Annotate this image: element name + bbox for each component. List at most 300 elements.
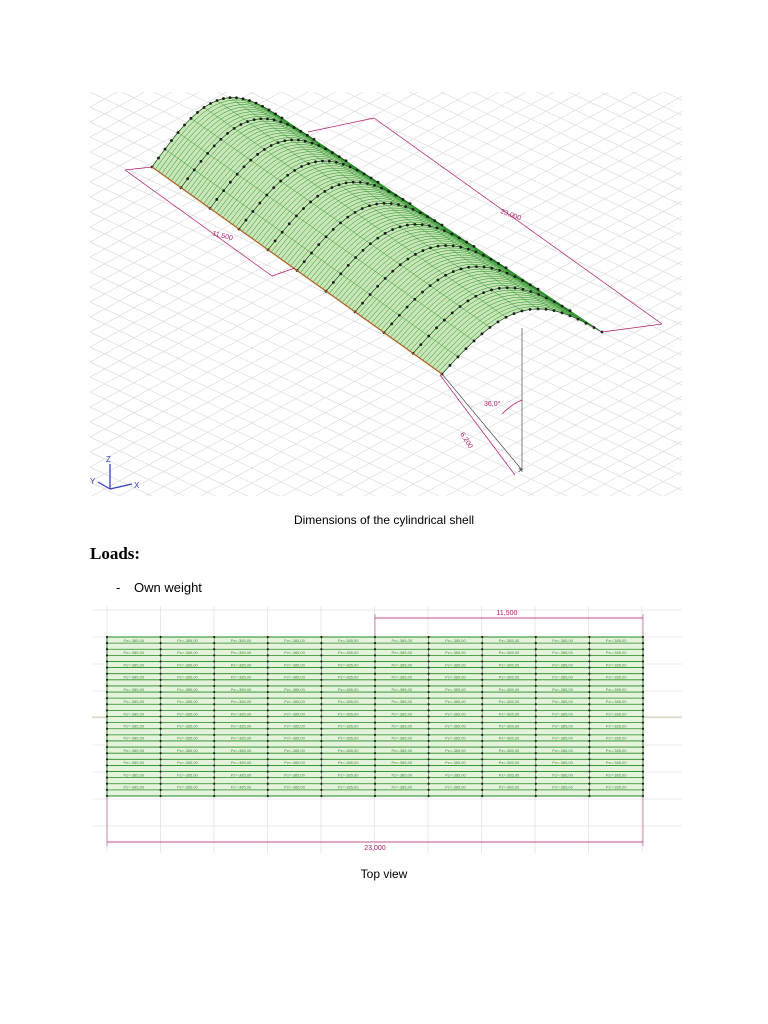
- bullet-marker: -: [116, 580, 121, 595]
- shell-node: [265, 194, 268, 197]
- load-label: Pz=-385,00: [391, 637, 413, 643]
- plan-node: [213, 654, 215, 656]
- shell-node: [399, 225, 402, 228]
- load-label: Pz=-385,00: [230, 747, 252, 753]
- plan-node: [320, 728, 322, 730]
- shell-node: [498, 287, 501, 290]
- shell-node: [253, 118, 256, 121]
- shell-node: [428, 224, 431, 227]
- dim-rise-label: 6,200: [458, 431, 474, 450]
- load-label: Pz=-385,00: [230, 699, 252, 705]
- shell-node: [413, 223, 416, 226]
- shell-node: [170, 139, 173, 142]
- plan-node: [535, 673, 537, 675]
- load-label: Pz=-385,00: [445, 650, 466, 656]
- plan-node: [374, 777, 376, 779]
- plan-node: [160, 740, 162, 742]
- plan-node: [267, 746, 269, 748]
- load-label: Pz=-385,00: [337, 784, 359, 790]
- load-label: Pz=-385,00: [284, 637, 305, 643]
- load-label: Pz=-385,00: [552, 662, 573, 668]
- plan-node: [481, 789, 483, 791]
- plan-node: [374, 648, 376, 650]
- shell-node: [345, 182, 348, 185]
- plan-node: [213, 697, 215, 699]
- plan-node: [106, 758, 108, 760]
- shell-node: [414, 253, 417, 256]
- load-label: Pz=-385,00: [498, 650, 520, 656]
- load-label: Pz=-385,00: [445, 723, 466, 729]
- plan-node: [428, 660, 430, 662]
- plan-node: [320, 789, 322, 791]
- load-label: Pz=-385,00: [123, 747, 145, 753]
- plan-node: [320, 752, 322, 754]
- plan-node: [374, 715, 376, 717]
- plan-node: [428, 685, 430, 687]
- plan-node: [320, 734, 322, 736]
- load-label: Pz=-385,00: [605, 772, 627, 778]
- shell-node: [246, 120, 249, 123]
- plan-node: [213, 722, 215, 724]
- plan-node: [160, 758, 162, 760]
- shell-node: [561, 305, 564, 308]
- load-label: Pz=-385,00: [177, 686, 198, 692]
- load-label: Pz=-385,00: [230, 650, 252, 656]
- plan-node: [428, 642, 430, 644]
- plan-node: [160, 752, 162, 754]
- load-label: Pz=-385,00: [391, 650, 413, 656]
- load-label: Pz=-385,00: [552, 784, 573, 790]
- shell-node: [236, 173, 239, 176]
- plan-node: [267, 770, 269, 772]
- shell-node: [475, 265, 478, 268]
- shell-node: [248, 99, 251, 102]
- plan-node: [267, 691, 269, 693]
- plan-node: [642, 691, 644, 693]
- load-label: Pz=-385,00: [498, 711, 520, 717]
- plan-node: [106, 715, 108, 717]
- plan-node: [588, 691, 590, 693]
- plan-node: [428, 795, 430, 797]
- shell-node: [394, 194, 397, 197]
- shell-node: [482, 291, 485, 294]
- shell-node: [216, 99, 219, 102]
- shell-node: [203, 106, 206, 109]
- shell-node: [193, 168, 196, 171]
- load-label: Pz=-385,00: [230, 686, 252, 692]
- plan-node: [588, 715, 590, 717]
- plan-node: [481, 679, 483, 681]
- load-label: Pz=-385,00: [230, 760, 252, 766]
- plan-node: [428, 673, 430, 675]
- shell-node: [352, 181, 355, 184]
- plan-node: [320, 709, 322, 711]
- load-label: Pz=-385,00: [123, 674, 145, 680]
- plan-node: [588, 740, 590, 742]
- shell-node: [429, 284, 432, 287]
- load-label: Pz=-385,00: [123, 686, 145, 692]
- shell-node: [361, 302, 364, 305]
- shell-node: [545, 308, 548, 311]
- plan-node: [535, 746, 537, 748]
- plan-node: [535, 734, 537, 736]
- load-label: Pz=-385,00: [337, 723, 359, 729]
- shell-node: [325, 235, 328, 238]
- shell-node: [537, 288, 540, 291]
- load-label: Pz=-385,00: [445, 772, 466, 778]
- plan-node: [642, 642, 644, 644]
- shell-node: [306, 134, 309, 137]
- shell-node: [222, 189, 225, 192]
- shell-node: [338, 183, 341, 186]
- load-label: Pz=-385,00: [605, 711, 627, 717]
- shell-node: [354, 211, 357, 214]
- plan-node: [642, 758, 644, 760]
- dim-width-label: 11,500: [211, 230, 234, 243]
- figure2-caption: Top view: [360, 867, 408, 881]
- shell-node: [452, 244, 455, 247]
- plan-node: [588, 770, 590, 772]
- plan-node: [374, 758, 376, 760]
- plan-node: [213, 636, 215, 638]
- plan-node: [267, 764, 269, 766]
- load-label: Pz=-385,00: [391, 772, 413, 778]
- plan-node: [535, 764, 537, 766]
- plan-node: [160, 697, 162, 699]
- plan-node: [535, 648, 537, 650]
- shell-node: [303, 260, 306, 263]
- plan-node: [481, 703, 483, 705]
- plan-node: [213, 660, 215, 662]
- plan-node: [213, 734, 215, 736]
- plan-node: [160, 709, 162, 711]
- load-label: Pz=-385,00: [605, 747, 627, 753]
- shell-node: [421, 291, 424, 294]
- shell-node: [490, 289, 493, 292]
- shell-node: [243, 165, 246, 168]
- plan-node: [267, 752, 269, 754]
- shell-node: [437, 279, 440, 282]
- plan-node: [428, 740, 430, 742]
- shell-node: [450, 233, 453, 236]
- plan-node: [481, 636, 483, 638]
- shell-node: [235, 96, 238, 99]
- plan-node: [535, 770, 537, 772]
- load-label: Pz=-385,00: [177, 760, 198, 766]
- plan-node: [106, 673, 108, 675]
- plan-node: [481, 740, 483, 742]
- axis-x-label: X: [134, 481, 140, 490]
- shell-node: [390, 322, 393, 325]
- shell-node: [384, 277, 387, 280]
- shell-node: [279, 120, 282, 123]
- shell-node: [481, 332, 484, 335]
- load-label: Pz=-385,00: [552, 686, 573, 692]
- shell-node: [328, 160, 331, 163]
- shell-node: [183, 124, 186, 127]
- plan-node: [106, 697, 108, 699]
- plan-node: [588, 709, 590, 711]
- shell-node: [561, 311, 564, 314]
- plan-node: [267, 709, 269, 711]
- shell-node: [459, 246, 462, 249]
- load-label: Pz=-385,00: [284, 650, 305, 656]
- shell-node: [369, 242, 372, 245]
- shell-node: [380, 187, 383, 190]
- load-label: Pz=-385,00: [498, 674, 520, 680]
- shell-node: [369, 293, 372, 296]
- plan-node: [320, 691, 322, 693]
- shell-node: [467, 300, 470, 303]
- shell-node: [226, 132, 229, 135]
- shell-node: [397, 203, 400, 206]
- plan-node: [428, 703, 430, 705]
- plan-node: [160, 715, 162, 717]
- shell-node: [377, 181, 380, 184]
- plan-node: [481, 783, 483, 785]
- plan-node: [588, 697, 590, 699]
- shell-node: [451, 312, 454, 315]
- load-label: Pz=-385,00: [552, 723, 573, 729]
- shell-node: [323, 190, 326, 193]
- plan-node: [588, 795, 590, 797]
- shell-node: [274, 112, 277, 115]
- load-label: Pz=-385,00: [391, 747, 413, 753]
- shell-node: [277, 141, 280, 144]
- load-label: Pz=-385,00: [498, 784, 520, 790]
- shell-node: [465, 347, 468, 350]
- shell-node: [537, 307, 540, 310]
- load-label: Pz=-385,00: [445, 674, 466, 680]
- load-label: Pz=-385,00: [605, 735, 627, 741]
- load-label: Pz=-385,00: [230, 637, 252, 643]
- load-label: Pz=-385,00: [284, 699, 305, 705]
- plan-node: [642, 734, 644, 736]
- shell-node: [384, 232, 387, 235]
- plan-node: [642, 746, 644, 748]
- plan-node: [106, 764, 108, 766]
- load-label: Pz=-385,00: [552, 735, 573, 741]
- plan-node: [267, 648, 269, 650]
- load-label: Pz=-385,00: [391, 699, 413, 705]
- plan-node: [428, 666, 430, 668]
- shell-node: [186, 177, 189, 180]
- shell-node: [286, 123, 289, 126]
- plan-node: [535, 642, 537, 644]
- plan-node: [374, 697, 376, 699]
- load-label: Pz=-385,00: [177, 711, 198, 717]
- load-label: Pz=-385,00: [284, 723, 305, 729]
- load-label: Pz=-385,00: [177, 723, 198, 729]
- plan-node: [320, 783, 322, 785]
- plan-node: [428, 709, 430, 711]
- plan-node: [481, 685, 483, 687]
- shell-node: [242, 97, 245, 100]
- load-label: Pz=-385,00: [337, 637, 359, 643]
- plan-node: [267, 642, 269, 644]
- dim-angle-label: 36,0°: [484, 401, 501, 408]
- shell-node: [452, 270, 455, 273]
- shell-node: [474, 251, 477, 254]
- shell-node: [370, 177, 373, 180]
- plan-node: [588, 654, 590, 656]
- plan-node: [428, 770, 430, 772]
- shell-node: [474, 295, 477, 298]
- plan-node: [320, 679, 322, 681]
- plan-node: [106, 740, 108, 742]
- shell-node: [209, 102, 212, 105]
- load-label: Pz=-385,00: [498, 772, 520, 778]
- plan-node: [535, 777, 537, 779]
- plan-node: [106, 783, 108, 785]
- shell-node: [467, 248, 470, 251]
- plan-node: [642, 679, 644, 681]
- load-label: Pz=-385,00: [605, 686, 627, 692]
- shell-node: [310, 252, 313, 255]
- load-label: Pz=-385,00: [177, 735, 198, 741]
- plan-node: [160, 691, 162, 693]
- shell-node: [313, 138, 316, 141]
- plan-node: [106, 777, 108, 779]
- shell-node: [514, 287, 517, 290]
- load-label: Pz=-385,00: [337, 772, 359, 778]
- load-label: Pz=-385,00: [284, 735, 305, 741]
- load-label: Pz=-385,00: [230, 784, 252, 790]
- shell-node: [460, 268, 463, 271]
- plan-node: [642, 673, 644, 675]
- shell-node: [300, 165, 303, 168]
- plan-node: [160, 722, 162, 724]
- shell-node: [419, 211, 422, 214]
- shell-node: [222, 97, 225, 100]
- shell-node: [553, 309, 556, 312]
- shell-node: [215, 198, 218, 201]
- plan-node: [160, 666, 162, 668]
- load-label: Pz=-385,00: [391, 735, 413, 741]
- load-label: Pz=-385,00: [123, 760, 145, 766]
- plan-node: [535, 722, 537, 724]
- shell-node: [249, 159, 252, 162]
- plan-node: [320, 685, 322, 687]
- load-label: Pz=-385,00: [498, 760, 520, 766]
- shell-node: [274, 240, 277, 243]
- shell-node: [569, 309, 572, 312]
- plan-node: [481, 770, 483, 772]
- plan-node: [374, 703, 376, 705]
- shell-node: [283, 139, 286, 142]
- plan-node: [535, 758, 537, 760]
- load-label: Pz=-385,00: [391, 686, 413, 692]
- plan-node: [160, 795, 162, 797]
- shell-plan: [106, 636, 644, 797]
- shell-node: [406, 306, 409, 309]
- plan-node: [213, 770, 215, 772]
- shell-node: [444, 274, 447, 277]
- plan-node: [160, 654, 162, 656]
- shell-node: [338, 155, 341, 158]
- shell-node: [229, 181, 232, 184]
- plan-node: [106, 734, 108, 736]
- load-label: Pz=-385,00: [605, 699, 627, 705]
- shell-node: [421, 223, 424, 226]
- plan-node: [374, 783, 376, 785]
- shell-node: [245, 219, 248, 222]
- load-label: Pz=-385,00: [445, 699, 466, 705]
- plan-node: [213, 752, 215, 754]
- shell-node: [506, 286, 509, 289]
- plan-node: [535, 789, 537, 791]
- shell-node: [281, 117, 284, 120]
- plan-node: [428, 691, 430, 693]
- plan-node: [642, 740, 644, 742]
- shell-node: [293, 126, 296, 129]
- shell-node: [293, 169, 296, 172]
- plan-node: [213, 764, 215, 766]
- shell-node: [506, 272, 509, 275]
- plan-node: [106, 642, 108, 644]
- plan-node: [535, 783, 537, 785]
- shell-node: [273, 119, 276, 122]
- shell-node: [356, 169, 359, 172]
- shell-node: [332, 228, 335, 231]
- plan-node: [213, 758, 215, 760]
- load-label: Pz=-385,00: [284, 760, 305, 766]
- plan-node: [588, 764, 590, 766]
- shell-node: [339, 221, 342, 224]
- shell-node: [406, 258, 409, 261]
- plan-node: [213, 728, 215, 730]
- shell-node: [363, 173, 366, 176]
- figure1-caption: Dimensions of the cylindrical shell: [293, 513, 475, 527]
- shell-node: [354, 256, 357, 259]
- dim-top-label: 11,500: [496, 610, 518, 617]
- load-label: Pz=-385,00: [123, 662, 145, 668]
- plan-node: [320, 673, 322, 675]
- shell-node: [521, 279, 524, 282]
- shell-node: [304, 140, 307, 143]
- load-label: Pz=-385,00: [552, 760, 573, 766]
- shell-node: [331, 186, 334, 189]
- plan-node: [374, 746, 376, 748]
- plan-node: [213, 789, 215, 791]
- plan-node: [213, 777, 215, 779]
- plan-node: [106, 648, 108, 650]
- plan-node: [267, 789, 269, 791]
- shell-node: [412, 208, 415, 211]
- plan-node: [213, 685, 215, 687]
- load-label: Pz=-385,00: [123, 723, 145, 729]
- plan-node: [535, 795, 537, 797]
- load-label: Pz=-385,00: [123, 784, 145, 790]
- plan-node: [267, 734, 269, 736]
- plan-node: [588, 789, 590, 791]
- shell-node: [529, 283, 532, 286]
- shell-node: [290, 138, 293, 141]
- plan-node: [481, 728, 483, 730]
- plan-node: [160, 728, 162, 730]
- shell-node: [255, 102, 258, 105]
- load-label: Pz=-385,00: [498, 662, 520, 668]
- shell-node: [239, 123, 242, 126]
- plan-node: [642, 783, 644, 785]
- load-label: Pz=-385,00: [391, 760, 413, 766]
- plan-node: [374, 740, 376, 742]
- plan-node: [535, 740, 537, 742]
- load-label: Pz=-385,00: [177, 784, 198, 790]
- plan-node: [588, 752, 590, 754]
- plan-node: [374, 722, 376, 724]
- top-view-figure: [92, 606, 682, 853]
